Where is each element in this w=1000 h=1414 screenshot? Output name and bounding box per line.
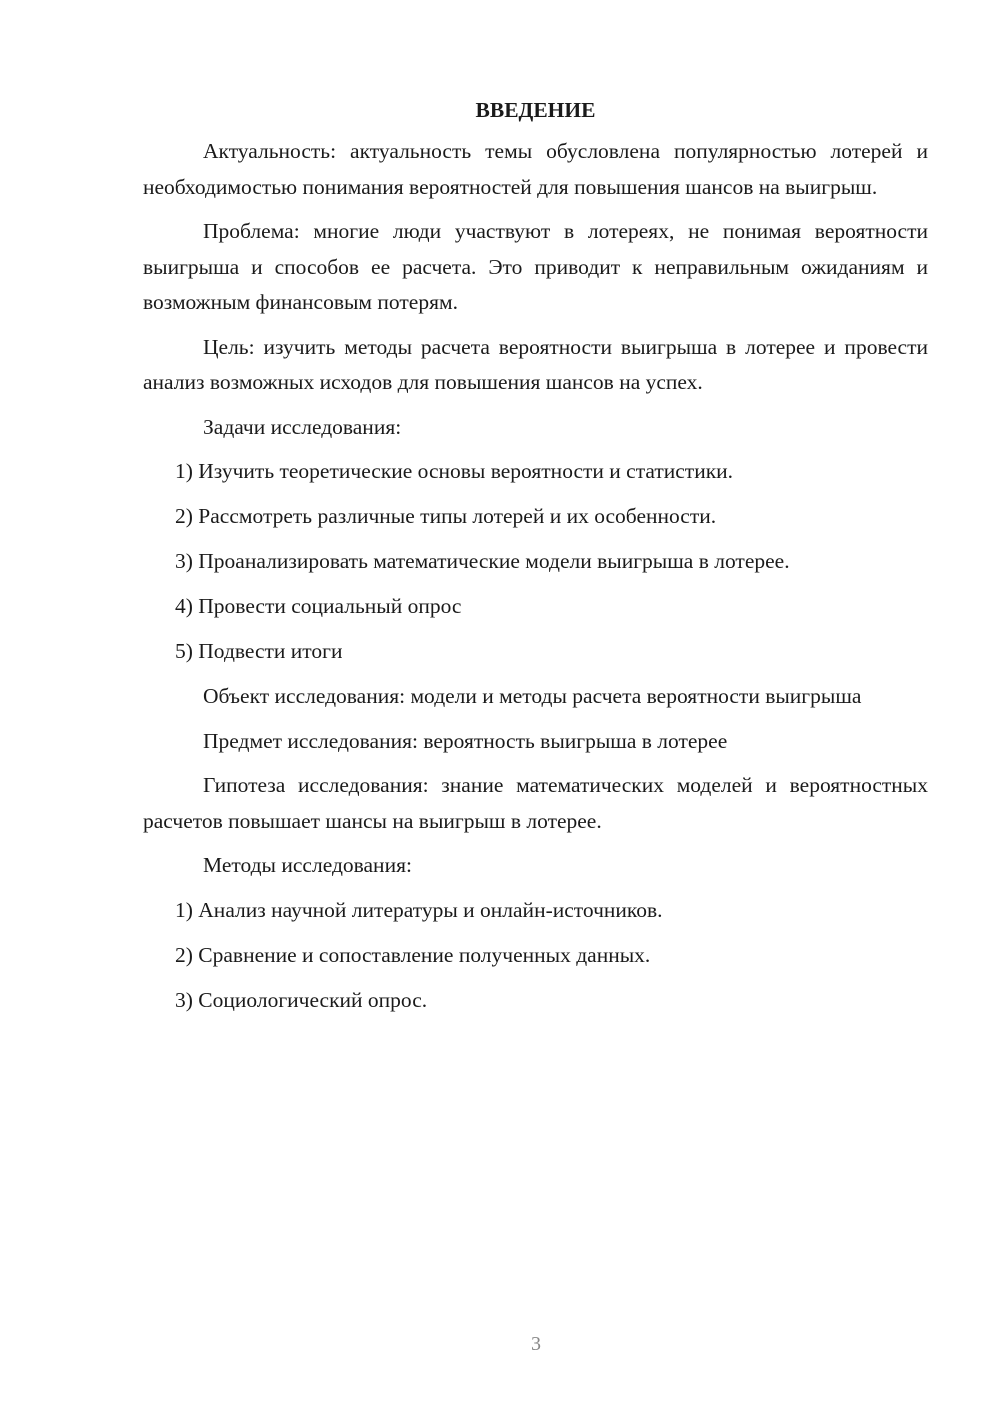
method-item: 1) Анализ научной литературы и онлайн-источников.: [175, 897, 663, 922]
object-paragraph: Объект исследования: модели и методы расчета вероятности выигрыша: [203, 684, 862, 708]
task-item: 1) Изучить теоретические основы вероятности и статистики.: [175, 459, 734, 483]
page-number: 3: [531, 1333, 541, 1355]
task-item: 4) Провести социальный опрос: [175, 594, 462, 618]
goal-paragraph: Цель: изучить методы расчета вероятности выигрыша в лотерее и провести анализ возможных исходов для повышения шансов на успех.: [143, 334, 928, 394]
section-heading: ВВЕДЕНИЕ: [475, 98, 596, 122]
hypothesis-paragraph: Гипотеза исследования: знание математических моделей и вероятностных расчетов повышает шансы на выигрыш в лотерее.: [143, 773, 928, 833]
problem-paragraph: Проблема: многие люди участвуют в лотереях, не понимая вероятности выигрыша и способов ее расчета. Это приводит к неправильным ожиданиям и возможным финансовым потерям.: [143, 219, 928, 314]
subject-paragraph: Предмет исследования: вероятность выигрыша в лотерее: [203, 728, 728, 753]
task-item: 2) Рассмотреть различные типы лотерей и их особенности.: [175, 504, 717, 528]
page-content: [143, 92, 928, 1028]
method-item: 3) Социологический опрос.: [175, 987, 428, 1012]
tasks-heading: Задачи исследования:: [203, 414, 402, 439]
task-item: 3) Проанализировать математические модели выигрыша в лотерее.: [175, 549, 790, 573]
method-item: 2) Сравнение и сопоставление полученных данных.: [175, 942, 651, 967]
relevance-paragraph: Актуальность: актуальность темы обусловлена популярностью лотерей и необходимостью понимания вероятностей для повышения шансов на выигрыш.: [143, 139, 928, 199]
methods-heading: Методы исследования:: [203, 853, 412, 877]
task-item: 5) Подвести итоги: [175, 639, 343, 663]
